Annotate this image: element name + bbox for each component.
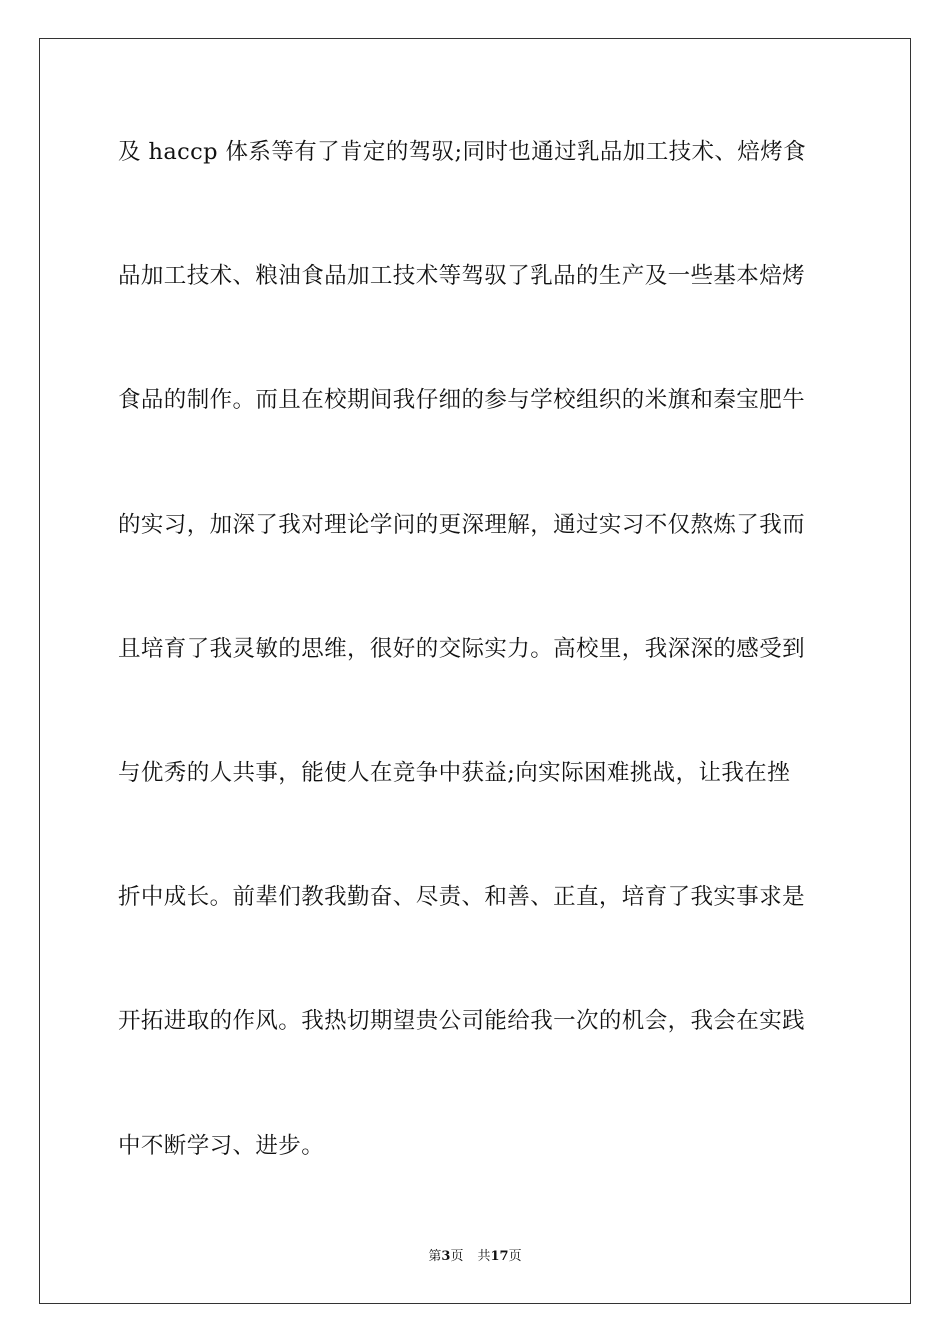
total-pages: 17 [490,1249,509,1264]
text-line-7: 折中成长。前辈们教我勤奋、尽责、和善、正直，培育了我实事求是 [118,884,806,911]
text-line-8: 开拓进取的作风。我热切期望贵公司能给我一次的机会，我会在实践 [118,1008,806,1035]
page-number: 3 [441,1249,451,1264]
text-line-4: 的实习，加深了我对理论学问的更深理解，通过实习不仅熬炼了我而 [118,511,806,538]
document-body [118,128,838,1246]
text-line-2: 品加工技术、粮油食品加工技术等驾驭了乳品的生产及一些基本焙烤 [118,263,806,290]
text-line-6: 与优秀的人共事，能使人在竞争中获益;向实际困难挑战，让我在挫 [118,759,791,786]
page-footer [0,1245,950,1264]
text-line-3: 食品的制作。而且在校期间我仔细的参与学校组织的米旗和秦宝肥牛 [118,387,806,414]
text-line-1: 及 haccp 体系等有了肯定的驾驭;同时也通过乳品加工技术、焙烤食 [118,139,806,165]
total-suffix: 页 [508,1249,522,1264]
total-prefix: 共 [477,1249,491,1264]
text-line-9: 中不断学习、进步。 [118,1132,325,1159]
page-prefix: 第 [428,1249,442,1264]
page-suffix: 页 [450,1249,464,1264]
text-line-5: 且培育了我灵敏的思维，很好的交际实力。高校里，我深深的感受到 [118,635,806,662]
